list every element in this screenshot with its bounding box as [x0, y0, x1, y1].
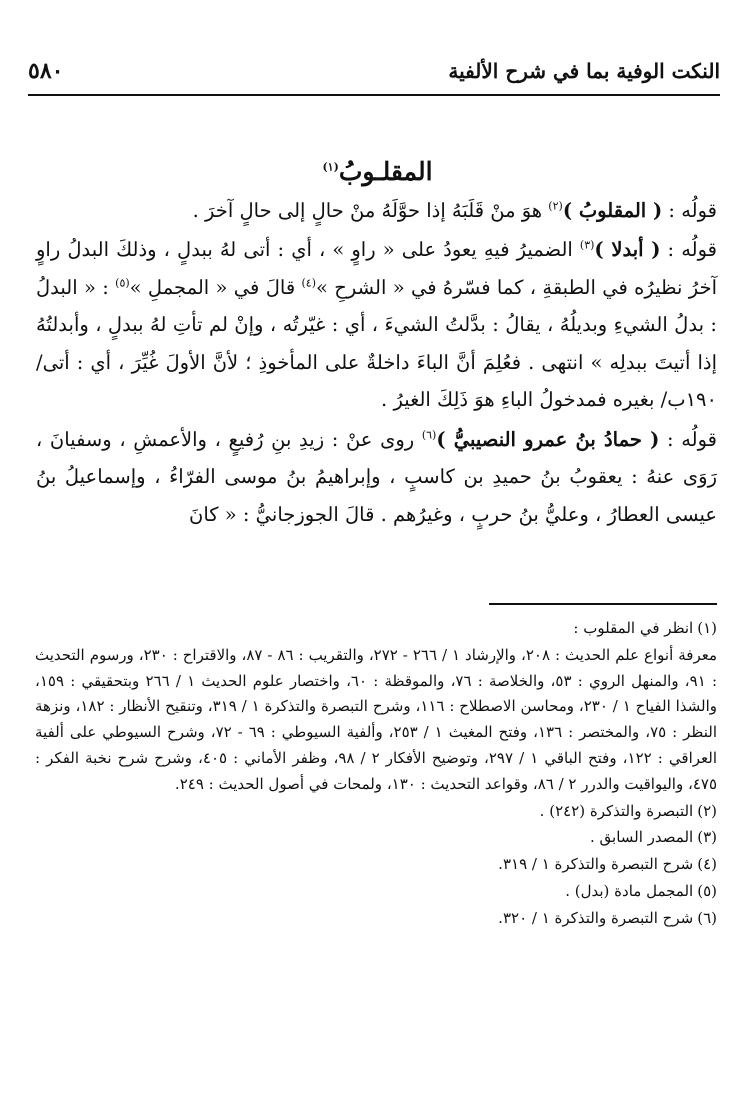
running-header	[28, 48, 720, 96]
footnotes	[35, 616, 717, 933]
chapter-title-text: المقلـوبُ	[338, 156, 433, 186]
paragraph-abdala	[36, 231, 717, 418]
footnote-number: (٢)	[697, 801, 717, 820]
quoted-term: ( حمادُ بنُ عمرو النصيبيُّ )	[436, 427, 660, 451]
footnote-title: انظر في المقلوب :	[573, 619, 694, 637]
footnote-1	[35, 616, 717, 798]
footnote-text: المجمل مادة (بدل) .	[565, 881, 694, 900]
paragraph-content-part-2: قالَ في « المجملِ »	[129, 275, 302, 299]
footnote-text: شرح التبصرة والتذكرة ١ / ٣١٩.	[498, 855, 694, 874]
chapter-footnote-reference: (١)	[322, 160, 339, 174]
footnote-number: (٦)	[697, 908, 717, 927]
footnote-5	[35, 879, 717, 905]
paragraph-content: روى عنْ : زيدِ بنِ رُفيعٍ ، والأعمشِ ، وسفيانَ ، رَوَى عنهُ : يعقوبُ بنُ حميدِ بن كاسبٍ ، وإبراهيمُ بنُ موسى الفرّاءُ ، وإسماعيلُ بنُ عيسى العطارُ ، وعليُّ بنُ حربٍ ، وغيرُهم . قالَ الجوزجانيُّ : « كانَ	[36, 427, 717, 526]
quoted-term: ( المقلوبُ )	[562, 199, 663, 222]
chapter-title	[0, 157, 755, 186]
footnote-divider	[489, 603, 717, 605]
footnote-reference: (٢)	[548, 199, 563, 213]
footnote-4	[35, 852, 717, 878]
footnote-number: (٥)	[697, 881, 717, 900]
footnote-reference: (٣)	[579, 238, 595, 252]
footnote-2	[35, 799, 717, 825]
footnote-number: (٤)	[697, 855, 717, 874]
footnote-reference: (٤)	[301, 276, 316, 290]
book-title: النكت الوفية بما في شرح الألفية	[448, 59, 720, 83]
footnote-text: شرح التبصرة والتذكرة ١ / ٣٢٠.	[498, 908, 694, 927]
paragraph-hammad	[36, 421, 717, 533]
footnote-text: معرفة أنواع علم الحديث : ٢٠٨، والإرشاد ١ / ٢٦٦ - ٢٧٢، والتقريب : ٨٦ - ٨٧، والاقتراح : ٢٣٠، ورسوم التحديث : ٩١، والمنهل الروي : ٥٣، والخلاصة : ٧٦، والموقظة : ٦٠، واختصار علوم الحديث ١ / ٢٦٦ وبتحقيقي : ١٥٩، والشذا الفياح ١ / ٢٣٠، ومحاسن الاصطلاح : ١١٦، وشرح التبصرة والتذكرة ١ / ٣١٩، وتنقيح الأنظار : ١٨٢، ونزهة النظر : ٧٥، والمختصر : ١٣٦، وفتح المغيث ١ / ٢٥٣، وألفية السيوطي : ٦٩ - ٧٢، وشرح السيوطي على ألفية العراقي : ١٢٢، وفتح الباقي ١ / ٢٩٧، وتوضيح الأفكار ٢ / ٩٨، وظفر الأماني : ٤٠٥، وشرح شرح نخبة الفكر : ٤٧٥، واليواقيت والدرر ٢ / ٨٦، وقواعد التحديث : ١٣٠، ولمحات في أصول الحديث : ٢٤٩.	[35, 645, 718, 793]
footnote-3	[35, 825, 717, 851]
footnote-number: (١)	[697, 619, 717, 637]
paragraph-content: هوَ منْ قَلَبَهُ إذا حوَّلَهُ منْ حالٍ إلى حالٍ آخرَ .	[192, 199, 549, 222]
main-text	[36, 192, 717, 533]
footnote-reference: (٦)	[421, 428, 437, 442]
paragraph-intro: قولُه :	[662, 199, 717, 222]
footnote-6	[35, 906, 717, 932]
footnote-number: (٣)	[697, 828, 717, 847]
paragraph-content-part-1: الضميرُ فيهِ يعودُ على « راوٍ » ، أي : أتى لهُ ببدلٍ ، وذلكَ البدلُ راوٍ آخرُ نظيرُه في الطبقةِ ، كما فسّرهُ في « الشرحِ »	[36, 238, 718, 299]
page-number: ٥٨٠	[28, 58, 64, 84]
paragraph-maqlub	[36, 192, 717, 229]
quoted-term: ( أبدلا )	[594, 238, 661, 262]
paragraph-intro: قولُه :	[659, 427, 717, 451]
footnote-reference: (٥)	[115, 276, 130, 290]
footnote-text: المصدر السابق .	[590, 828, 694, 847]
footnote-text: التبصرة والتذكرة (٢٤٢) .	[539, 801, 694, 820]
paragraph-content-part-3: : « البدلُ : بدلُ الشيءِ وبديلُهُ ، يقالُ : بدَّلتُ الشيءَ ، أي : غيّرتُه ، وإنْ لم تأتِ لهُ ببدلٍ ، وأبدلتُهُ إذا أتيتَ ببدلِه » انتهى . فعُلِمَ أنَّ الباءَ داخلةٌ على المأخوذِ ؛ لأنَّ الأولَ غُيِّرَ ، أي : أتى/١٩٠ب/ بغيره فمدخولُ الباءِ هوَ ذَلِكَ الغيرُ .	[36, 275, 717, 412]
paragraph-intro: قولُه :	[660, 238, 717, 262]
